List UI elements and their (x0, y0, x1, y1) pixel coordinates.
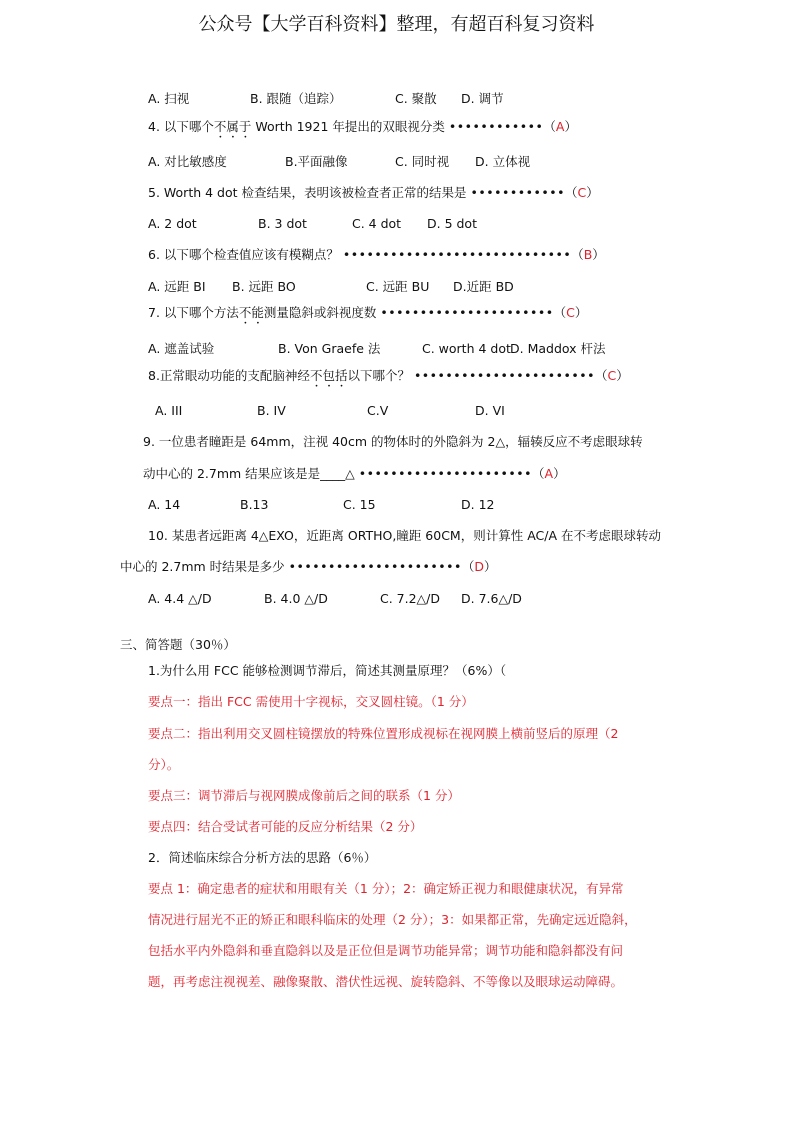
paren: （ (564, 185, 578, 200)
answer-line: 情况进行屈光不正的矫正和眼科临床的处理（2 分）；3：如果都正常，先确定远近隐斜， (148, 912, 637, 927)
leader-dots: •••••••••••••••••••••• (358, 466, 532, 481)
emphasis-text: 不包括 (309, 368, 348, 383)
answer: A (555, 119, 565, 134)
paren: （ (553, 305, 567, 320)
option-c: C.V (367, 403, 389, 418)
paren: ） (553, 466, 566, 481)
question-9: 9. 一位患者瞳距是 64mm，注视 40cm 的物体时的外隐斜为 2△，辐辏反应不考虑眼球转 (143, 434, 643, 449)
question-8 (148, 367, 629, 390)
option-d: D. 立体视 (475, 154, 531, 169)
option-b: B.13 (240, 497, 269, 512)
question-5 (148, 184, 599, 202)
question-10-cont (120, 558, 497, 576)
paren: ） (574, 305, 588, 320)
question-text: 4. 以下哪个 (148, 119, 214, 134)
paren: ） (586, 185, 599, 200)
answer-point: 要点三：调节滞后与视网膜成像前后之间的联系（1 分） (148, 788, 460, 803)
option-d: D. 5 dot (427, 216, 477, 231)
answer-line: 要点 1：确定患者的症状和用眼有关（1 分）；2：确定矫正视力和眼健康状况，有异常 (148, 881, 624, 896)
option-a: A. 扫视 (148, 91, 190, 106)
question-text: 5. Worth 4 dot 检查结果，表明该被检查者正常的结果是 (148, 185, 471, 200)
option-c: C. 聚散 (395, 91, 437, 106)
option-c: C. 7.2△/D (380, 591, 441, 606)
answer-point: 要点四：结合受试者可能的反应分析结果（2 分） (148, 819, 423, 834)
option-b: B. IV (257, 403, 286, 418)
answer: B (583, 247, 593, 262)
paren: ） (564, 119, 577, 134)
option-c: C. 同时视 (395, 154, 450, 169)
option-c: C. 15 (343, 497, 376, 512)
paren: （ (595, 368, 608, 383)
option-d: D. 调节 (461, 91, 504, 106)
answer-line: 包括水平内外隐斜和垂直隐斜以及是正位但是调节功能异常；调节功能和隐斜都没有问 (148, 943, 624, 958)
paren: （ (543, 119, 556, 134)
leader-dots: •••••••••••• (448, 119, 544, 134)
option-a: A. 对比敏感度 (148, 154, 227, 169)
option-d: D. VI (475, 403, 505, 418)
answer-line: 题，再考虑注视视差、融像聚散、潜伏性远视、旋转隐斜、不等像以及眼球运动障碍。 (148, 974, 624, 989)
emphasis-text: 不能 (238, 305, 264, 320)
option-d: D. Maddox 杆法 (510, 341, 606, 356)
paren: ） (616, 368, 629, 383)
question-6 (148, 246, 605, 264)
option-b: B.平面融像 (285, 154, 348, 169)
question-text: 中心的 2.7mm 时结果是多少 (120, 559, 289, 574)
question-10: 10. 某患者远距离 4△EXO，近距离 ORTHO,瞳距 60CM，则计算性 AC/A 在不考虑眼球转动 (148, 528, 661, 543)
leader-dots: •••••••••••• (470, 185, 565, 200)
leader-dots: ••••••••••••••••••••••••••••• (342, 247, 572, 262)
short-answer-1: 1.为什么用 FCC 能够检测调节滞后，简述其测量原理？（6%）（ (148, 663, 507, 678)
answer: C (566, 305, 575, 320)
answer-point: 要点一：指出 FCC 需使用十字视标，交叉圆柱镜。（1 分） (148, 694, 474, 709)
option-c: C. 远距 BU (366, 279, 430, 294)
option-b: B. 跟随（追踪） (250, 91, 342, 106)
question-text: 动中心的 2.7mm 结果应该是是____△ (143, 466, 359, 481)
section-heading: 三、简答题（30％） (120, 637, 236, 652)
option-d: D.近距 BD (453, 279, 514, 294)
paren: （ (571, 247, 584, 262)
leader-dots: •••••••••••••••••••••• (288, 559, 462, 574)
answer-point: 要点二：指出利用交叉圆柱镜摆放的特殊位置形成视标在视网膜上横前竖后的原理（2 (148, 726, 619, 741)
question-7 (148, 304, 587, 327)
leader-dots: •••••••••••••••••••••• (380, 305, 554, 320)
question-4 (148, 118, 577, 141)
option-a: A. 遮盖试验 (148, 341, 215, 356)
option-b: B. 远距 BO (232, 279, 296, 294)
question-text: 6. 以下哪个检查值应该有模糊点？ (148, 247, 343, 262)
question-text: Worth 1921 年提出的双眼视分类 (251, 119, 449, 134)
emphasis-text: 不属于 (213, 119, 252, 134)
page-header: 公众号【大学百科资料】整理，有超百科复习资料 (198, 14, 595, 35)
question-text: 8.正常眼动功能的支配脑神经 (148, 368, 310, 383)
paren: ） (484, 559, 497, 574)
option-b: B. 3 dot (258, 216, 307, 231)
leader-dots: ••••••••••••••••••••••• (413, 368, 596, 383)
question-9-cont (143, 465, 566, 483)
paren: （ (461, 559, 475, 574)
answer: C (607, 368, 617, 383)
option-a: A. 14 (148, 497, 181, 512)
option-c: C. 4 dot (352, 216, 402, 231)
short-answer-2: 2．简述临床综合分析方法的思路（6％） (148, 850, 377, 865)
answer-point: 分）。 (148, 757, 180, 772)
option-a: A. 远距 BI (148, 279, 206, 294)
answer: A (544, 466, 554, 481)
option-a: A. 2 dot (148, 216, 197, 231)
question-text: 以下哪个？ (347, 368, 414, 383)
paren: （ (532, 466, 545, 481)
option-a: A. 4.4 △/D (148, 591, 212, 606)
option-b: B. 4.0 △/D (264, 591, 328, 606)
option-a: A. III (155, 403, 183, 418)
question-text: 7. 以下哪个方法 (148, 305, 239, 320)
option-b: B. Von Graefe 法 (278, 341, 381, 356)
option-c: C. worth 4 dot (422, 341, 511, 356)
paren: ） (592, 247, 605, 262)
option-d: D. 12 (461, 497, 495, 512)
answer: D (474, 559, 485, 574)
question-text: 测量隐斜或斜视度数 (263, 305, 381, 320)
option-d: D. 7.6△/D (461, 591, 522, 606)
answer: C (577, 185, 587, 200)
